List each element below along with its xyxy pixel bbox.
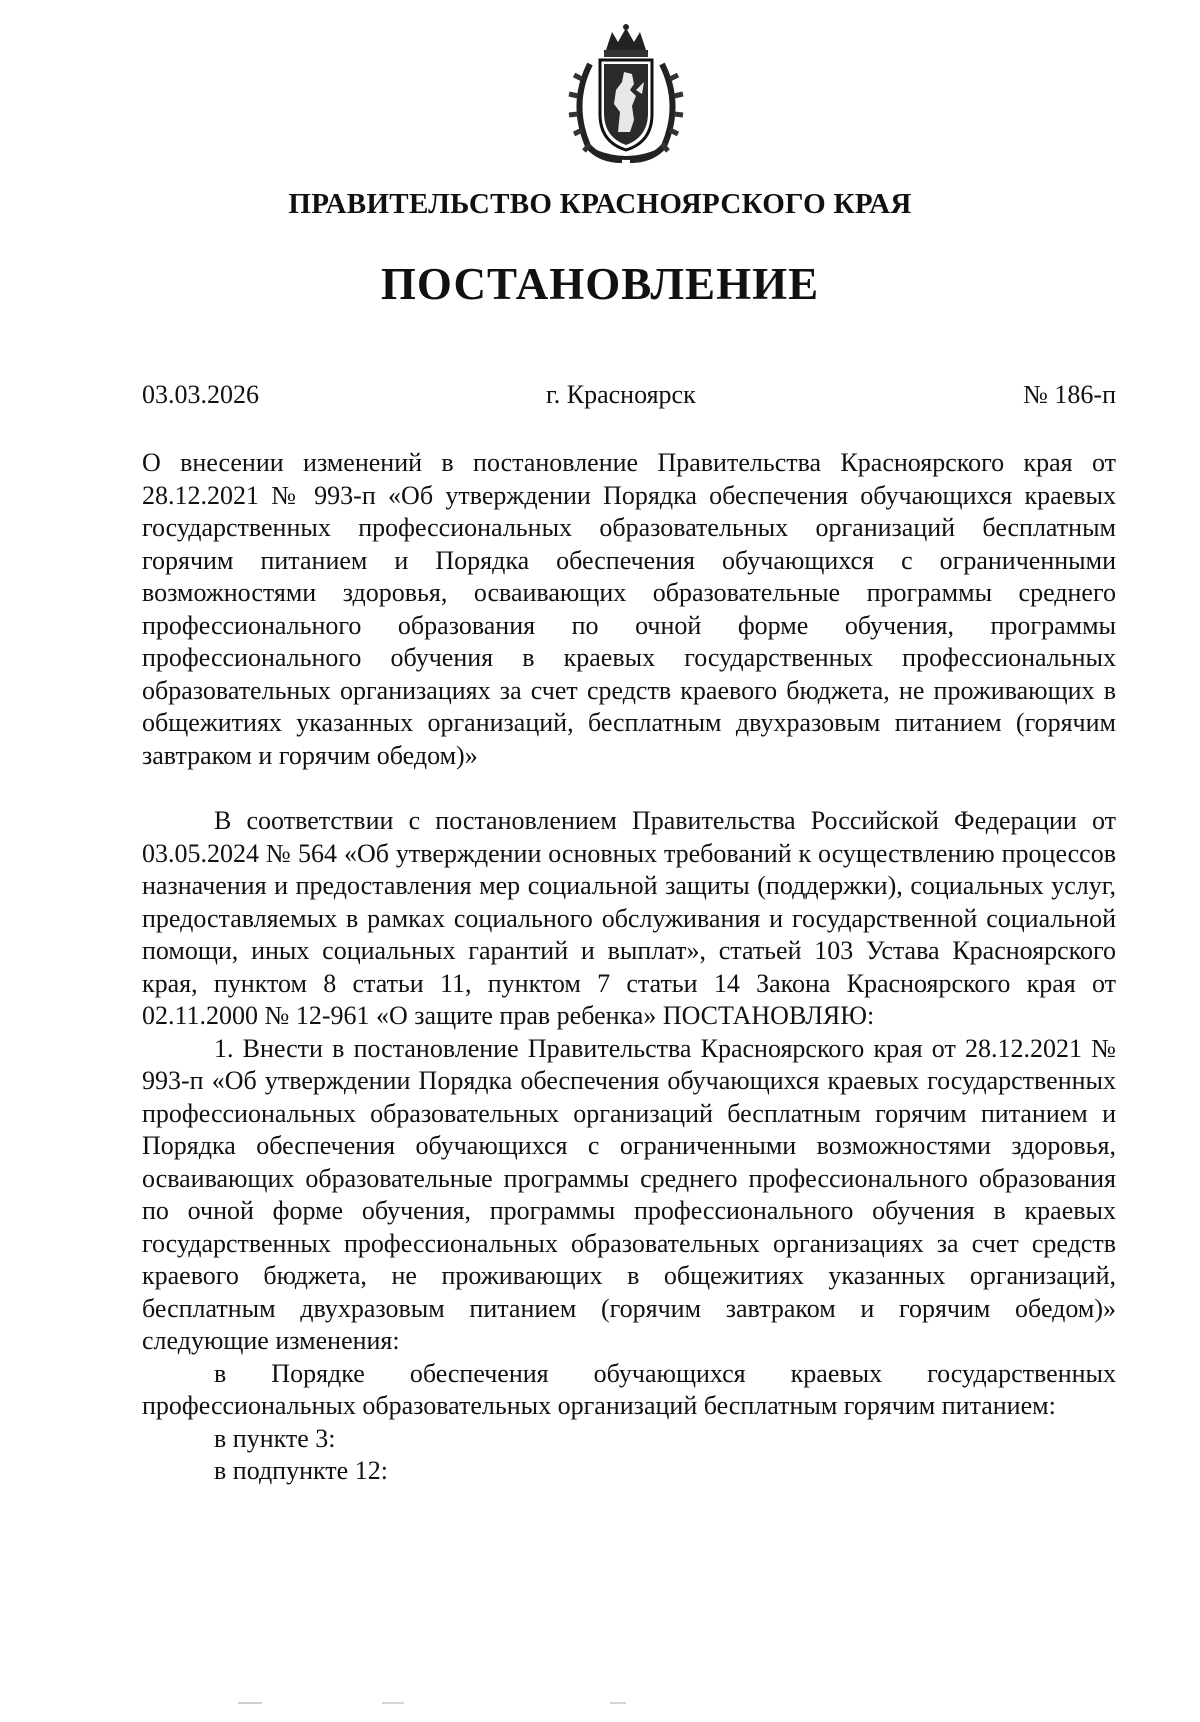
document-subject: [142, 447, 1116, 772]
order-paragraph: в Порядке обеспечения обучающихся краевых государственных профессиональных образовательных организаций бесплатным горячим питанием:: [142, 1358, 1116, 1420]
preamble-paragraph: В соответствии с постановлением Правительства Российской Федерации от 03.05.2024 № 564 «Об утверждении основных требований к осуществлению процессов назначения и предоставления мер социальной защиты (поддержки), социальных услуг, предоставляемых в рамках социального обслуживания и государственной социальной помощи, иных социальных гарантий и выплат», статьей 103 Устава Красноярского края, пунктом 8 статьи 11, пунктом 7 статьи 14 Закона Красноярского края от 02.11.2000 № 12-961 «О защите прав ребенка» ПОСТАНОВЛЯЮ:: [142, 806, 1116, 1030]
coat-of-arms-icon: [560, 24, 692, 164]
document-date: 03.03.2026: [142, 380, 259, 409]
subject-text: О внесении изменений в постановление Правительства Красноярского края от 28.12.2021 № 993-п «Об утверждении Порядка обеспечения обучающихся краевых государственных профессиональных образовательных организаций бесплатным горячим питанием и Порядка обеспечения обучающихся с ограниченными возможностями здоровья, осваивающих образовательные программы среднего профессионального образования по очной форме обучения, программы профессионального обучения в краевых государственных профессиональных образовательных организациях за счет средств краевого бюджета, не проживающих в общежитиях указанных организаций, бесплатным двухразовым питанием (горячим завтраком и горячим обедом)»: [142, 448, 1116, 770]
point-3-line: в пункте 3:: [214, 1423, 336, 1453]
government-title: ПРАВИТЕЛЬСТВО КРАСНОЯРСКОГО КРАЯ: [288, 188, 912, 220]
page-bottom-artifact: [142, 1700, 1116, 1706]
document-city: г. Красноярск: [546, 380, 696, 409]
subpoint-12-line: в подпункте 12:: [214, 1456, 388, 1485]
document-type: ПОСТАНОВЛЕНИЕ: [380, 259, 820, 309]
item-1-paragraph: 1. Внести в постановление Правительства Красноярского края от 28.12.2021 № 993-п «Об утверждении Порядка обеспечения обучающихся краевых государственных профессиональных образовательных организаций бесплатным горячим питанием и Порядка обеспечения обучающихся с ограниченными возможностями здоровья, осваивающих образовательные программы среднего профессионального образования по очной форме обучения, программы профессионального обучения в краевых государственных профессиональных образовательных организациях за счет средств краевого бюджета, не проживающих в общежитиях указанных организаций, бесплатным двухразовым питанием (горячим завтраком и горячим обедом)» следующие изменения:: [142, 1033, 1116, 1355]
document-number: № 186-п: [1023, 380, 1116, 409]
document-meta-row: [142, 380, 1116, 414]
document-body: [142, 805, 1116, 1488]
